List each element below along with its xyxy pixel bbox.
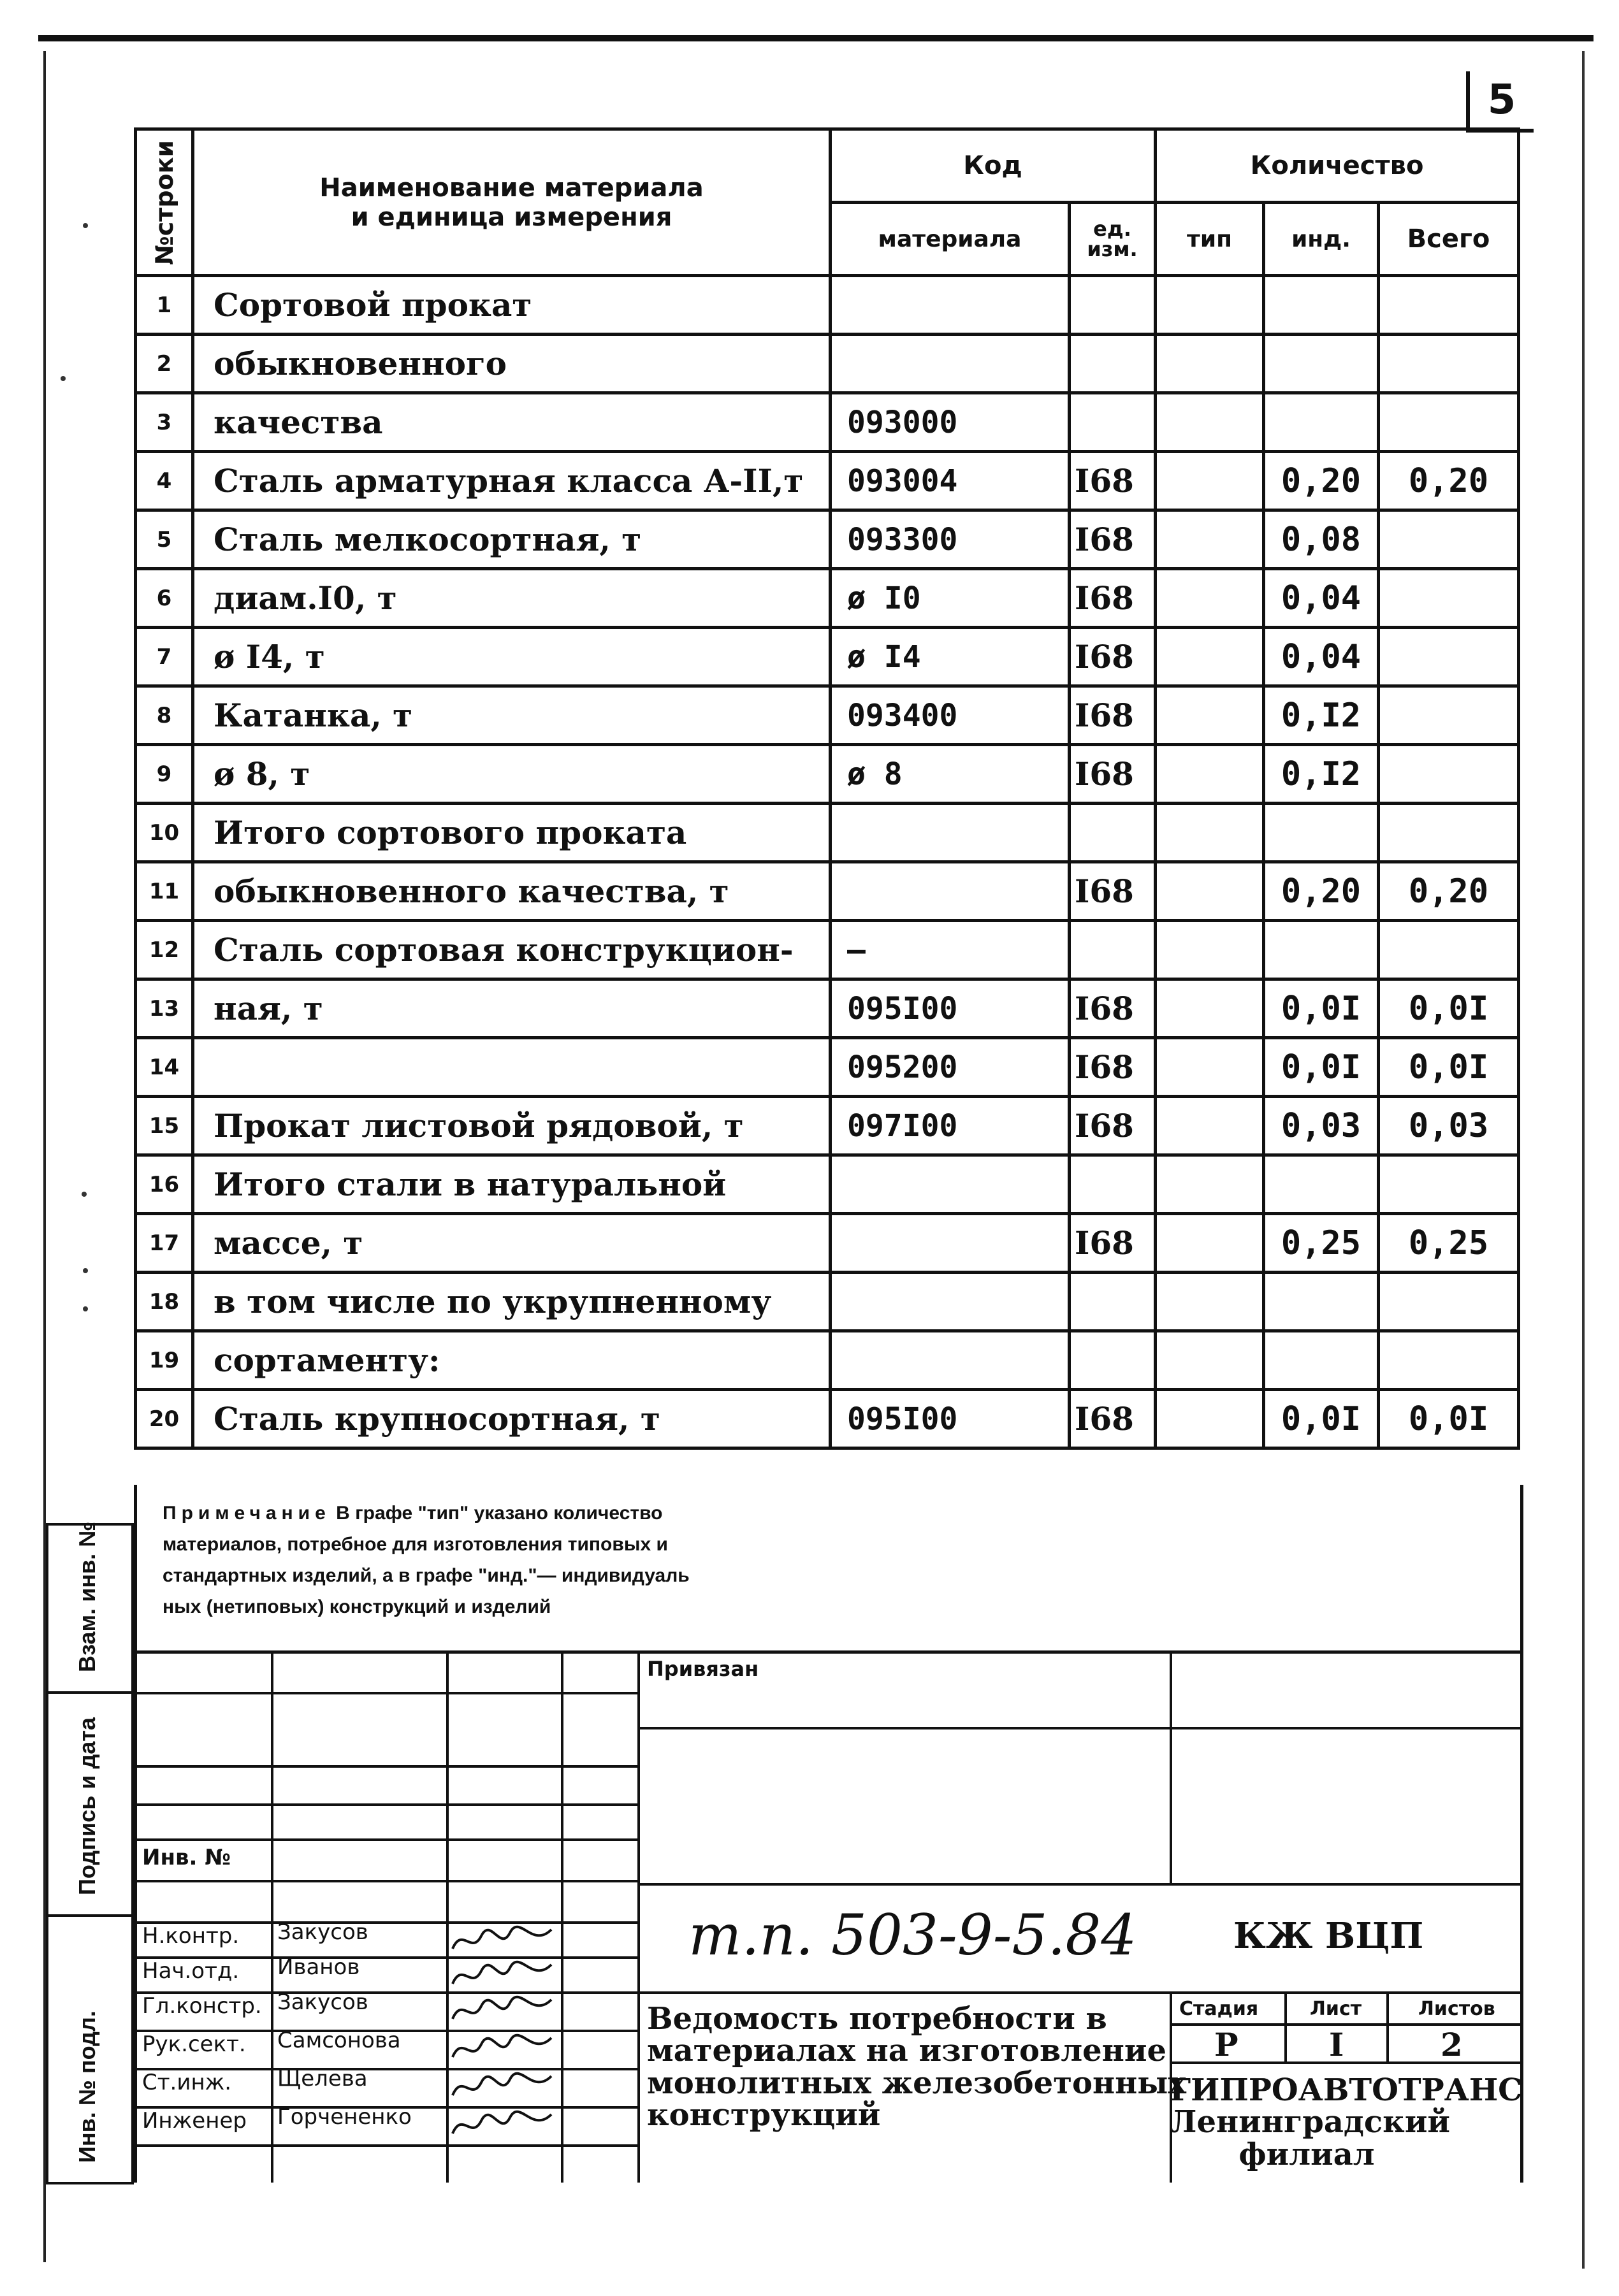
cell-typ xyxy=(1156,1155,1264,1214)
cell-code: ø 8 xyxy=(831,745,1070,804)
cell-row-number: 19 xyxy=(136,1331,193,1390)
title-block xyxy=(134,1650,1523,2183)
header-material-name: Наименование материала и единица измерения xyxy=(193,129,831,276)
cell-typ xyxy=(1156,452,1264,510)
table-row xyxy=(136,569,1519,628)
signer-role: Инженер xyxy=(142,2108,247,2134)
cell-typ xyxy=(1156,804,1264,862)
cell-unit: I68 xyxy=(1070,979,1156,1038)
cell-ind xyxy=(1264,804,1379,862)
cell-code: 095I00 xyxy=(831,1390,1070,1448)
table-row xyxy=(136,452,1519,510)
cell-code: ø I0 xyxy=(831,569,1070,628)
cell-name: обыкновенного качества, т xyxy=(193,862,831,921)
cell-row-number: 11 xyxy=(136,862,193,921)
cell-code xyxy=(831,862,1070,921)
signer-name: Щелева xyxy=(277,2066,368,2091)
document-mark: КЖ ВЦП xyxy=(1233,1915,1424,1957)
cell-code: 093000 xyxy=(831,393,1070,452)
cell-typ xyxy=(1156,1214,1264,1273)
cell-unit: I68 xyxy=(1070,452,1156,510)
note-text xyxy=(163,1498,1055,1622)
table-row xyxy=(136,276,1519,335)
cell-typ xyxy=(1156,393,1264,452)
cell-total: 0,0I xyxy=(1379,1038,1519,1097)
cell-ind: 0,25 xyxy=(1264,1214,1379,1273)
header-unit: ед. изм. xyxy=(1070,203,1156,276)
cell-ind: 0,20 xyxy=(1264,452,1379,510)
handwritten-signature xyxy=(449,1958,558,1993)
cell-row-number: 13 xyxy=(136,979,193,1038)
cell-name: Сталь мелкосортная, т xyxy=(193,510,831,569)
cell-unit: I68 xyxy=(1070,745,1156,804)
cell-total xyxy=(1379,921,1519,979)
cell-row-number: 8 xyxy=(136,686,193,745)
cell-name: в том числе по укрупненному xyxy=(193,1273,831,1331)
handwritten-signature xyxy=(449,1923,558,1958)
cell-ind xyxy=(1264,393,1379,452)
signer-role: Ст.инж. xyxy=(142,2070,232,2095)
cell-total xyxy=(1379,686,1519,745)
cell-row-number: 15 xyxy=(136,1097,193,1155)
cell-name: обыкновенного xyxy=(193,335,831,393)
cell-total: 0,0I xyxy=(1379,1390,1519,1448)
cell-ind: 0,20 xyxy=(1264,862,1379,921)
cell-unit: I68 xyxy=(1070,1038,1156,1097)
handwritten-signature xyxy=(449,2108,558,2143)
table-row xyxy=(136,335,1519,393)
table-row xyxy=(136,628,1519,686)
cell-row-number: 14 xyxy=(136,1038,193,1097)
scan-dot xyxy=(61,376,66,381)
cell-typ xyxy=(1156,628,1264,686)
cell-total: 0,03 xyxy=(1379,1097,1519,1155)
cell-total xyxy=(1379,1331,1519,1390)
signer-name: Закусов xyxy=(277,1989,368,2015)
cell-typ xyxy=(1156,276,1264,335)
cell-ind: 0,08 xyxy=(1264,510,1379,569)
header-total: Всего xyxy=(1379,203,1519,276)
cell-total xyxy=(1379,1155,1519,1214)
cell-unit xyxy=(1070,921,1156,979)
note-lead: Примечание xyxy=(163,1503,331,1524)
cell-name: ø I4, т xyxy=(193,628,831,686)
header-quantity: Количество xyxy=(1156,129,1519,203)
cell-typ xyxy=(1156,1097,1264,1155)
table-row xyxy=(136,862,1519,921)
materials-table xyxy=(134,127,1520,1450)
cell-unit: I68 xyxy=(1070,1390,1156,1448)
sheets-value: 2 xyxy=(1441,2026,1463,2063)
scan-dot xyxy=(82,1192,87,1197)
cell-typ xyxy=(1156,1331,1264,1390)
cell-name: Сталь арматурная класса А-II,т xyxy=(193,452,831,510)
note-line: ных (нетиповых) конструкций и изделий xyxy=(163,1596,551,1617)
cell-name xyxy=(193,1038,831,1097)
cell-code: 097I00 xyxy=(831,1097,1070,1155)
cell-ind: 0,04 xyxy=(1264,569,1379,628)
cell-unit: I68 xyxy=(1070,628,1156,686)
cell-ind: 0,I2 xyxy=(1264,745,1379,804)
cell-total xyxy=(1379,745,1519,804)
cell-total: 0,25 xyxy=(1379,1214,1519,1273)
table-row xyxy=(136,804,1519,862)
cell-total: 0,0I xyxy=(1379,979,1519,1038)
cell-unit xyxy=(1070,335,1156,393)
table-row xyxy=(136,1390,1519,1448)
note-line: стандартных изделий, а в графе "инд."— индивидуаль xyxy=(163,1565,690,1586)
cell-name: Итого сортового проката xyxy=(193,804,831,862)
cell-code: 095200 xyxy=(831,1038,1070,1097)
scan-dot xyxy=(83,223,88,228)
cell-ind xyxy=(1264,921,1379,979)
handwritten-signature xyxy=(449,2032,558,2067)
cell-typ xyxy=(1156,1273,1264,1331)
header-ind: инд. xyxy=(1264,203,1379,276)
cell-ind xyxy=(1264,1331,1379,1390)
side-stamp-column xyxy=(46,1523,134,2184)
cell-total xyxy=(1379,510,1519,569)
cell-name: массе, т xyxy=(193,1214,831,1273)
table-row xyxy=(136,1097,1519,1155)
stage-label: Стадия xyxy=(1179,1998,1259,2020)
cell-ind: 0,04 xyxy=(1264,628,1379,686)
cell-total xyxy=(1379,393,1519,452)
cell-total: 0,20 xyxy=(1379,452,1519,510)
cell-row-number: 7 xyxy=(136,628,193,686)
cell-unit xyxy=(1070,804,1156,862)
cell-row-number: 3 xyxy=(136,393,193,452)
cell-typ xyxy=(1156,1038,1264,1097)
signer-name: Закусов xyxy=(277,1919,368,1945)
signer-role: Гл.констр. xyxy=(142,1993,262,2019)
cell-ind: 0,I2 xyxy=(1264,686,1379,745)
table-row xyxy=(136,1155,1519,1214)
cell-unit: I68 xyxy=(1070,686,1156,745)
table-row xyxy=(136,393,1519,452)
cell-code xyxy=(831,1155,1070,1214)
cell-code xyxy=(831,804,1070,862)
cell-name: Сортовой прокат xyxy=(193,276,831,335)
signer-role: Рук.сект. xyxy=(142,2032,246,2057)
table-row xyxy=(136,510,1519,569)
cell-total xyxy=(1379,628,1519,686)
sheets-label: Листов xyxy=(1418,1998,1495,2020)
cell-name: Катанка, т xyxy=(193,686,831,745)
attached-label: Привязан xyxy=(647,1657,759,1681)
cell-name: Итого стали в натуральной xyxy=(193,1155,831,1214)
cell-typ xyxy=(1156,745,1264,804)
cell-unit xyxy=(1070,276,1156,335)
cell-unit xyxy=(1070,1331,1156,1390)
cell-ind xyxy=(1264,1273,1379,1331)
cell-total: 0,20 xyxy=(1379,862,1519,921)
scan-dot xyxy=(83,1306,88,1311)
signer-name: Самсонова xyxy=(277,2028,401,2053)
cell-unit: I68 xyxy=(1070,862,1156,921)
header-material-code: материала xyxy=(831,203,1070,276)
handwritten-signature xyxy=(449,2070,558,2105)
cell-name: ная, т xyxy=(193,979,831,1038)
inv-no-label: Инв. № xyxy=(142,1845,231,1870)
cell-name: ø 8, т xyxy=(193,745,831,804)
side-label-inv-orig: Инв. № подл. xyxy=(74,2011,100,2163)
sheet-top-border xyxy=(38,35,1594,41)
table-row xyxy=(136,1038,1519,1097)
cell-unit: I68 xyxy=(1070,1097,1156,1155)
cell-row-number: 17 xyxy=(136,1214,193,1273)
cell-name: качества xyxy=(193,393,831,452)
cell-typ xyxy=(1156,979,1264,1038)
header-row-number: №строки xyxy=(136,129,193,276)
table-row xyxy=(136,1273,1519,1331)
cell-row-number: 20 xyxy=(136,1390,193,1448)
cell-typ xyxy=(1156,510,1264,569)
scan-dot xyxy=(83,1268,88,1273)
sheet-value: I xyxy=(1329,2026,1344,2063)
cell-code xyxy=(831,335,1070,393)
cell-typ xyxy=(1156,862,1264,921)
cell-name: Прокат листовой рядовой, т xyxy=(193,1097,831,1155)
handwritten-signature xyxy=(449,1993,558,2028)
table-row xyxy=(136,1331,1519,1390)
cell-code xyxy=(831,1273,1070,1331)
document-title: Ведомость потребности в материалах на изготовление монолитных железобетонных конструкций xyxy=(647,2001,1186,2134)
page-number: 5 xyxy=(1466,71,1534,133)
cell-unit xyxy=(1070,1273,1156,1331)
cell-total xyxy=(1379,804,1519,862)
cell-row-number: 16 xyxy=(136,1155,193,1214)
cell-code xyxy=(831,1331,1070,1390)
cell-total xyxy=(1379,335,1519,393)
cell-row-number: 6 xyxy=(136,569,193,628)
cell-typ xyxy=(1156,335,1264,393)
table-row xyxy=(136,921,1519,979)
cell-ind xyxy=(1264,276,1379,335)
cell-typ xyxy=(1156,569,1264,628)
document-code: т.п. 503-9-5.84 xyxy=(688,1902,1137,1968)
cell-code: 093004 xyxy=(831,452,1070,510)
table-row xyxy=(136,686,1519,745)
cell-typ xyxy=(1156,921,1264,979)
note-section xyxy=(134,1485,1523,1650)
cell-row-number: 2 xyxy=(136,335,193,393)
sheet-label: Лист xyxy=(1310,1998,1362,2020)
cell-ind: 0,0I xyxy=(1264,1390,1379,1448)
cell-name: сортаменту: xyxy=(193,1331,831,1390)
signer-role: Н.контр. xyxy=(142,1923,240,1949)
cell-ind: 0,03 xyxy=(1264,1097,1379,1155)
cell-name: диам.I0, т xyxy=(193,569,831,628)
cell-row-number: 1 xyxy=(136,276,193,335)
table-row xyxy=(136,1214,1519,1273)
cell-row-number: 18 xyxy=(136,1273,193,1331)
organization: ГИПРОАВТОТРАНС Ленинградский филиал xyxy=(1170,2072,1523,2172)
cell-unit: I68 xyxy=(1070,1214,1156,1273)
table-row xyxy=(136,745,1519,804)
cell-ind: 0,0I xyxy=(1264,1038,1379,1097)
note-line: материалов, потребное для изготовления типовых и xyxy=(163,1534,668,1555)
cell-code: 093400 xyxy=(831,686,1070,745)
cell-row-number: 4 xyxy=(136,452,193,510)
side-label-replace-inv: Взам. инв. № xyxy=(74,1521,100,1672)
cell-name: Сталь сортовая конструкцион- xyxy=(193,921,831,979)
cell-typ xyxy=(1156,1390,1264,1448)
header-code: Код xyxy=(831,129,1156,203)
cell-ind: 0,0I xyxy=(1264,979,1379,1038)
cell-total xyxy=(1379,569,1519,628)
cell-total xyxy=(1379,1273,1519,1331)
cell-code: 095I00 xyxy=(831,979,1070,1038)
cell-ind xyxy=(1264,1155,1379,1214)
cell-name: Сталь крупносортная, т xyxy=(193,1390,831,1448)
cell-unit xyxy=(1070,1155,1156,1214)
cell-code: 093300 xyxy=(831,510,1070,569)
cell-total xyxy=(1379,276,1519,335)
cell-row-number: 12 xyxy=(136,921,193,979)
cell-typ xyxy=(1156,686,1264,745)
stage-value: Р xyxy=(1214,2026,1238,2063)
sheet-right-border xyxy=(1582,51,1585,2269)
signer-name: Иванов xyxy=(277,1954,360,1980)
cell-unit xyxy=(1070,393,1156,452)
header-type: тип xyxy=(1156,203,1264,276)
cell-row-number: 5 xyxy=(136,510,193,569)
signer-role: Нач.отд. xyxy=(142,1958,240,1984)
cell-code xyxy=(831,1214,1070,1273)
cell-code xyxy=(831,276,1070,335)
cell-ind xyxy=(1264,335,1379,393)
signer-name: Горчененко xyxy=(277,2104,412,2130)
cell-row-number: 9 xyxy=(136,745,193,804)
cell-unit: I68 xyxy=(1070,510,1156,569)
cell-unit: I68 xyxy=(1070,569,1156,628)
cell-row-number: 10 xyxy=(136,804,193,862)
table-row xyxy=(136,979,1519,1038)
note-line: В графе "тип" указано количество xyxy=(336,1503,663,1524)
side-label-signature-date: Подпись и дата xyxy=(74,1717,100,1895)
cell-code: — xyxy=(831,921,1070,979)
cell-code: ø I4 xyxy=(831,628,1070,686)
